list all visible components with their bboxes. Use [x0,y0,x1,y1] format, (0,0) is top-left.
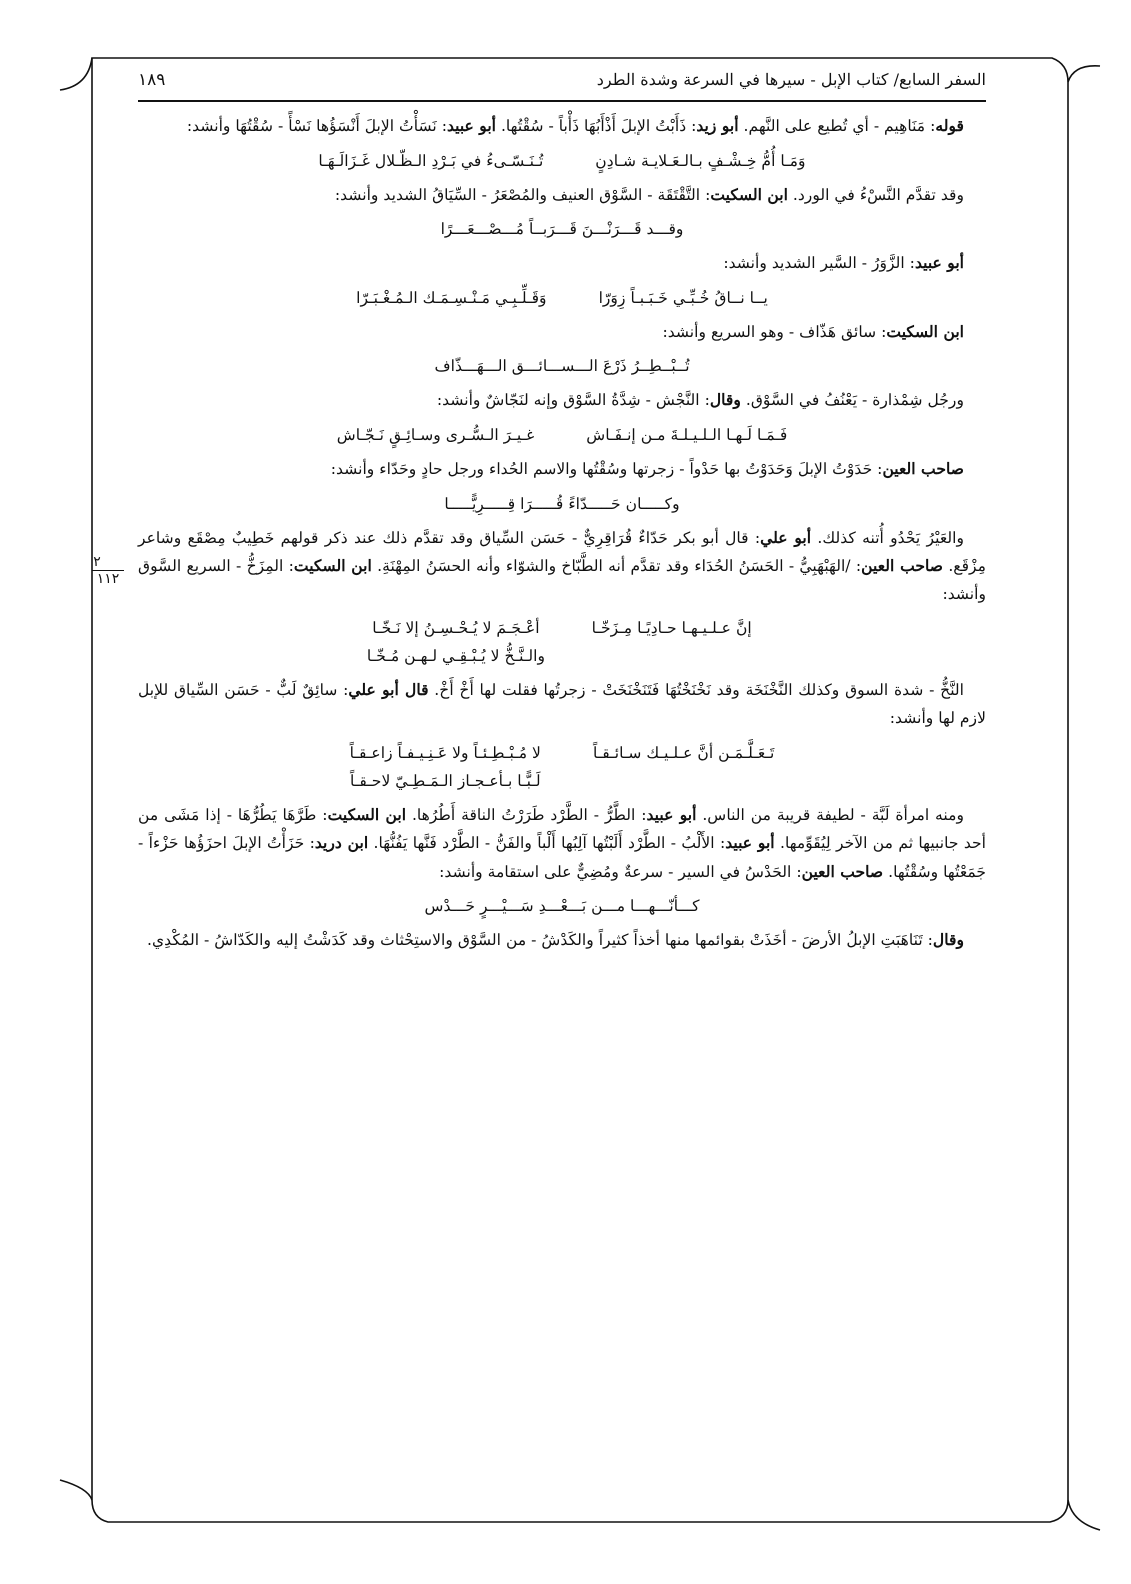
verse-single-line: كـــأنّـــهـــا مـــن بَـــعْـــدِ سَـــيْـــرٍ حَـــدْس [424,897,700,916]
verse-second-hemistich: غـيـرَ الـسُّـرى وسـائِـقٍ نَـجّـاش [336,425,535,444]
verse-line [138,352,986,380]
verse-first-hemistich: وَمَـا أُمُّ خِـشْـفٍ بـالـعَـلايـة شـادِنٍ [595,151,806,170]
verse-single-line: وقـــد قَـــرَنْـــنَ قَـــرَبــاً مُـــصْـــعَـــرًا [440,220,684,239]
verse-line [138,215,986,243]
verse-second-hemistich: والـنَّـخُّ لا يُـبْـقِـي لـهـن مُـخّـا [366,647,546,666]
manuscript-folio-note: ٢ ١١٢ [92,554,124,587]
verse-line [138,284,986,312]
verse-first-hemistich: يــا نــاقُ خُـبِّـي خَـبَـبـاً زِوَرّا [598,288,768,307]
prose-paragraph: أبو عبيد: الزَّوَرُ - السَّير الشديد وأنشد: [723,253,964,273]
prose-paragraph: قوله: مَنَاهِيم - أي تُطيع على النَّهم. أبو زيد: ذَأَبْتُ الإبلَ أَذْأَبُهَا ذَأْباً - سُقْتُها. أبو عبيد: نَسَأْتُ الإبلَ أَنْسَؤُها نَسْأً - سُقْتُهَا وأنشد: [186,116,964,135]
verse-single-line: تُــبْــطِــرُ ذَرْعَ الـــســـائـــق الـــهَـــذّاف [434,357,690,376]
running-header [138,70,986,98]
prose-paragraph: وقال: تَنَاهَبَتِ الإبلُ الأرضَ - أخَذَتْ بقوائمها منها أخذاً كثيراً والكَدْشُ - من السَّوْق والاستِحْثاث وقد كَدَشْتُ إليه والكَدّاشُ - المُكْدِي. [147,930,964,950]
page [93,70,987,955]
verse-second-hemistich: وَقَـلِّـبِـي مَـنْـسِـمَـك الـمُـغْـبَـرّا [356,288,547,307]
verse-second-hemistich: لَـبًّـا بـأعـجـاز الـمَـطِـيّ لاحـقـاً [350,771,541,790]
page-number: ١٨٩ [138,70,166,90]
verse-line [138,490,986,518]
prose-paragraph: ومنه امرأة لَبَّة - لطيفة قريبة من الناس. أبو عبيد: الطَّرُّ - الطَّرْد طَرَرْتُ الناقة أَطُرُها. ابن السكيت: طَرَّهَا يَطُرُّهَا - إذا مَشَى من أحد جانبيها ثم من الآخر لِيُقَوِّمها. أبو عبيد: الأَلْبُ - الطَّرْد أَلَبْتُها آلِبُها أَلْباً والفَنُّ - الطَّرْد فَنَّها يَفُنُّهَا. ابن دريد: حَزَأْتُ الإبلَ احزَؤُها حَزْءاً - جَمَعْتُها وسُقْتُها. صاحب العين: الحَدْسُ في السير - سرعةٌ ومُضِيٌّ على استقامة وأنشد: [138,804,986,881]
verse-line [367,642,757,670]
verse-line [138,147,986,175]
verse-group [138,614,986,670]
verse-second-hemistich: أعْـجَـمَ لا يُـحْـسِـنُ إلا نَـخّـا [372,619,540,638]
header-title: السفر السابع/ كتاب الإبل - سيرها في السرعة وشدة الطرد [596,70,986,89]
verse-second-hemistich: لا مُـبْـطِـئـاً ولا عَـنِـيـفـاً زاعـقـاً [349,743,541,762]
header-rule [138,100,986,102]
prose-paragraph: وقد تقدَّم النَّسْءُ في الورد. ابن السكيت: التَّقْتَقَة - السَّوْق العنيف والمُصْعَرُ - السِّيَاقُ الشديد وأنشد: [334,184,964,204]
verse-line [350,739,775,767]
page-body [93,112,987,955]
prose-paragraph: صاحب العين: حَدَوْتُ الإبلَ وَحَدَوْتُ بها حَدْواً - زجرتها وسُقْتُها والاسم الحُداء ورجل حادٍ وحَدّاء وأنشد: [330,458,964,478]
verse-first-hemistich: فَـمَـا لَـهـا الـلـيـلـةَ مـن إنـفَـاش [586,425,788,444]
verse-line [138,892,986,920]
prose-paragraph: ابن السكيت: سائق هَذّاف - وهو السريع وأنشد: [662,321,964,341]
verse-group [138,739,986,795]
prose-paragraph: والعَيْرُ يَحْدُو أُتنه كذلك. أبو علي: قال أبو بكر حَدّاءٌ قُرَاقِرِيٌّ - حَسَن السِّياق وقد تقدَّم ذلك عند ذكر قولهم خَطِيبٌ مِصْقَع وشاعر مِزْقَع. صاحب العين: /الهَبْهَبِيُّ - الحَسَنُ الحُدَاء وقد تقدَّم أنه الطَّبّاخ والشوّاء وأنه الحسَنُ المِهْنَةِ. ابن السكيت: المِزَخُّ - السريع السَّوق وأنشد: ٢ ١١٢ [93,527,987,603]
verse-line [350,767,774,795]
verse-line [138,421,986,449]
verse-second-hemistich: تُـنَـسّـىءُ في بَـرْدِ الـظّـلال غَـزَالَـهَـا [318,151,544,170]
prose-paragraph: ورجُل شِمْذارة - يَعْنُفُ في السَّوْق. وقال: النَّجْش - شِدَّةُ السَّوْق وإنه لنَجّاشٌ وأنشد: [436,390,964,410]
prose-paragraph: النَّخُّ - شدة السوق وكذلك النَّخْنَخَة وقد نَخْنَخْتُهَا فَتَنَخْنَخَتْ - زجرتُها فقلت لها أَخْ أَخْ. قال أبو علي: سائِقٌ لَبٌّ - حَسَن السِّياق للإبل لازم لها وأنشد: [138,680,986,727]
verse-first-hemistich: تَـعَـلَّـمَـن أنَّ عـلـيـك سـائـقـاً [592,743,775,762]
verse-first-hemistich: إنَّ عـلـيـهـا حـادِيًـا مِـزَخّـا [591,619,752,638]
verse-single-line: وكـــــان حَـــــدّاءً قُـــــرَا قِـــــرِيًّـــــا [444,494,680,513]
verse-line [372,614,751,642]
